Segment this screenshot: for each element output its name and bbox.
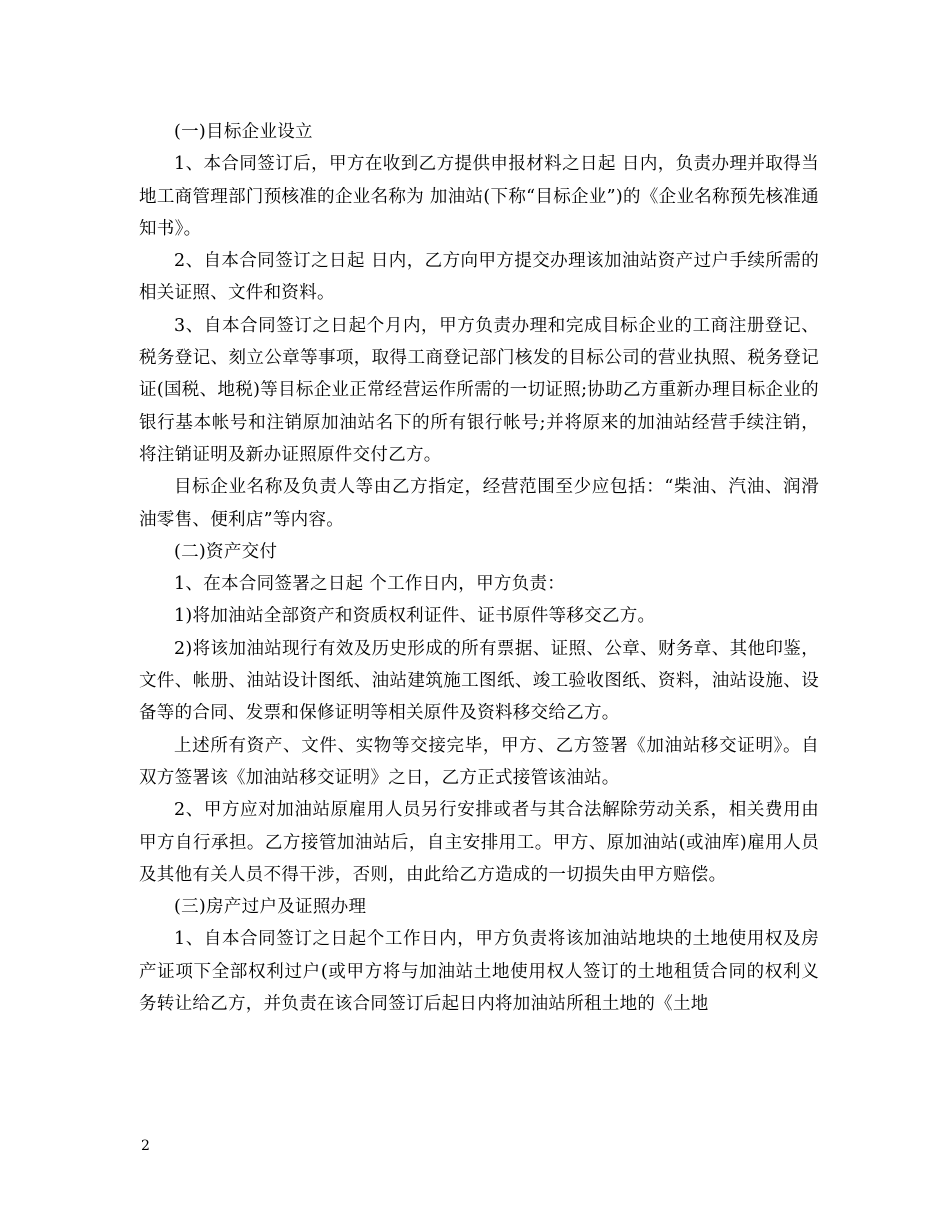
paragraph: 上述所有资产、文件、实物等交接完毕，甲方、乙方签署《加油站移交证明》。自双方签署该《加油站移交证明》之日，乙方正式接管该油站。 [139, 735, 819, 788]
document-body [139, 116, 819, 1020]
paragraph: 1)将加油站全部资产和资质权利证件、证书原件等移交乙方。 [174, 606, 656, 627]
paragraph: 3、自本合同签订之日起个月内，甲方负责办理和完成目标企业的工商注册登记、税务登记、刻立公章等事项，取得工商登记部门核发的目标公司的营业执照、税务登记证(国税、地税)等目标企业正常经营运作所需的一切证照;协助乙方重新办理目标企业的银行基本帐号和注销原加油站名下的所有银行帐号;并将原来的加油站经营手续注销，将注销证明及新办证照原件交付乙方。 [139, 315, 819, 465]
paragraph: 2)将该加油站现行有效及历史形成的所有票据、证照、公章、财务章、其他印鉴，文件、帐册、油站设计图纸、油站建筑施工图纸、竣工验收图纸、资料，油站设施、设备等的合同、发票和保修证明等相关原件及资料移交给乙方。 [139, 638, 819, 724]
section-heading-establishment: (一)目标企业设立 [174, 122, 313, 142]
paragraph: 目标企业名称及负责人等由乙方指定，经营范围至少应包括：“柴油、汽油、润滑油零售、便利店”等内容。 [139, 477, 819, 530]
paragraph: 1、在本合同签署之日起 个工作日内，甲方负责： [174, 574, 566, 595]
section-heading-asset-delivery: (二)资产交付 [174, 541, 278, 562]
paragraph: 2、甲方应对加油站原雇用人员另行安排或者与其合法解除劳动关系，相关费用由甲方自行承担。乙方接管加油站后，自主安排用工。甲方、原加油站(或油库)雇用人员及其他有关人员不得干涉，否则，由此给乙方造成的一切损失由甲方赔偿。 [139, 800, 819, 885]
paragraph: 1、本合同签订后，甲方在收到乙方提供申报材料之日起 日内，负责办理并取得当地工商管理部门预核准的企业名称为 加油站(下称“目标企业”)的《企业名称预先核准通知书》。 [139, 154, 819, 239]
section-heading-property-transfer: (三)房产过户及证照办理 [174, 897, 367, 918]
paragraph: 2、自本合同签订之日起 日内，乙方向甲方提交办理该加油站资产过户手续所需的相关证照、文件和资料。 [139, 251, 819, 304]
paragraph: 1、自本合同签订之日起个工作日内，甲方负责将该加油站地块的土地使用权及房产证项下全部权利过户(或甲方将与加油站土地使用权人签订的土地租赁合同的权利义务转让给乙方，并负责在该合同签订后起日内将加油站所租土地的《土地 [139, 929, 819, 1015]
page-number: 2 [141, 1138, 150, 1154]
